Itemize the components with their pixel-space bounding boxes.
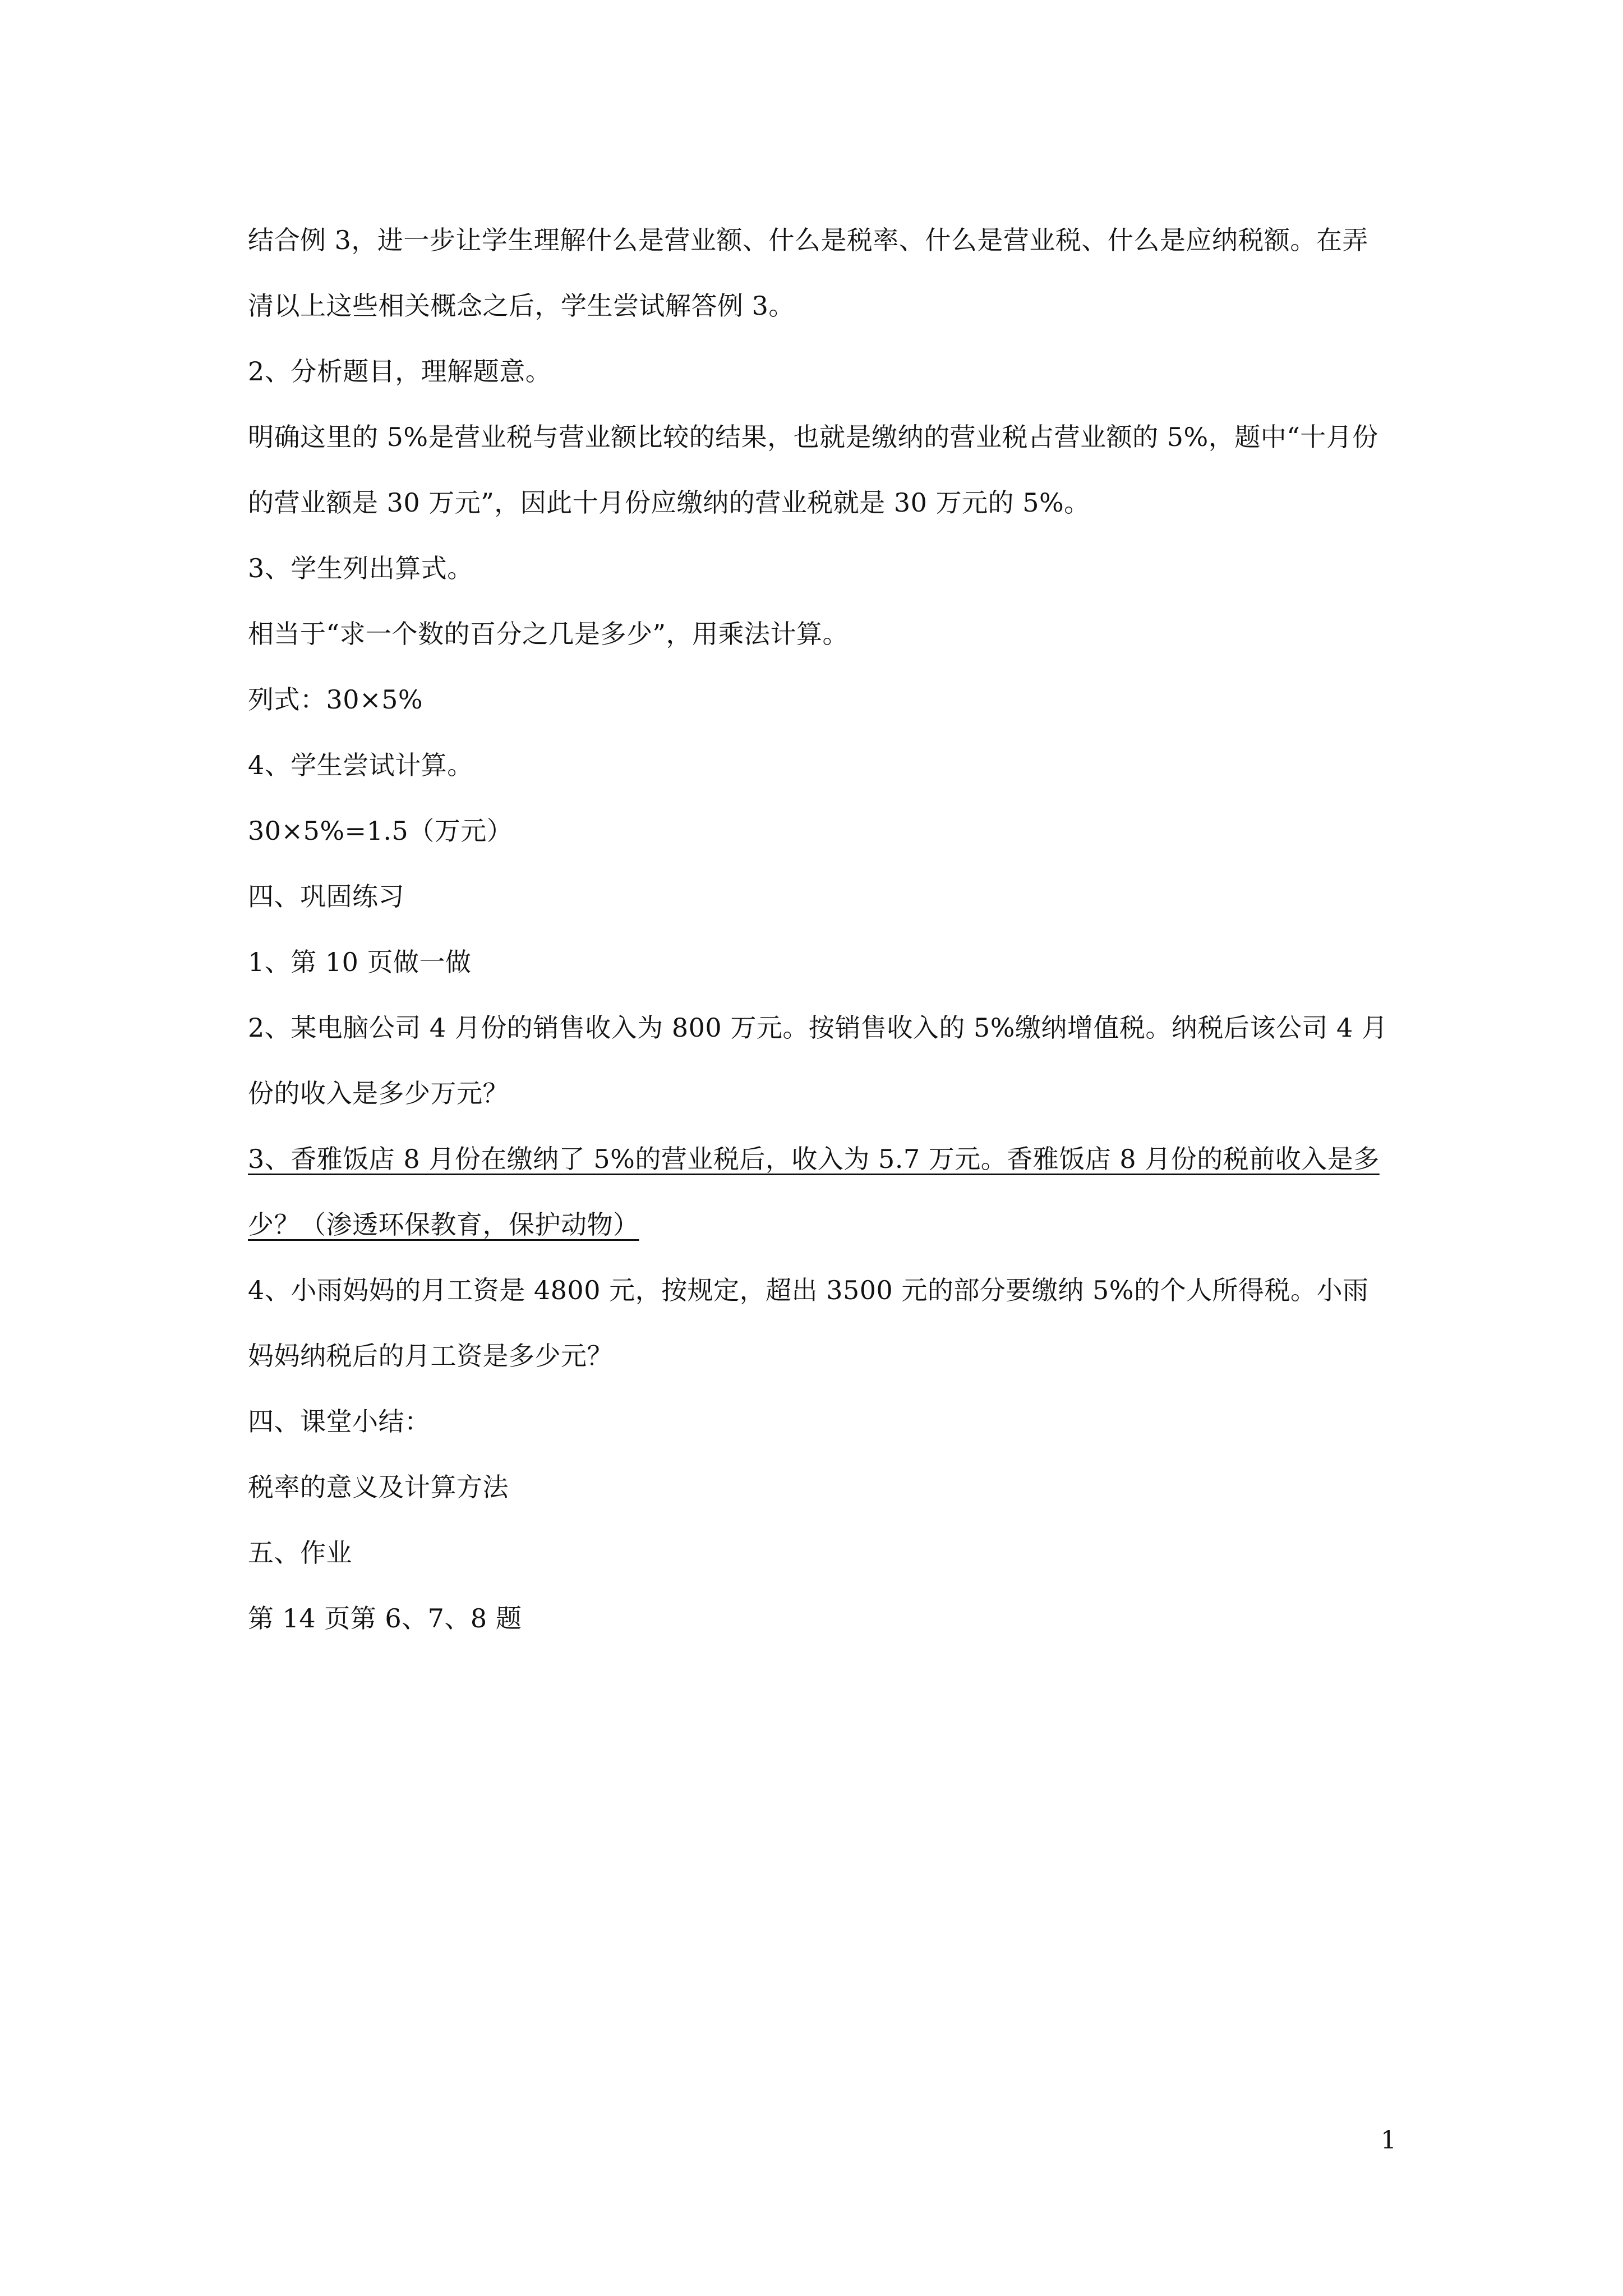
section-heading-summary: 四、课堂小结： [248,1406,431,1437]
paragraph-formula: 列式：30×5% [248,684,423,715]
exercise-3: 3、香雅饭店 8 月份在缴纳了 5%的营业税后，收入为 5.7 万元。香雅饭店 8 月份的税前收入是多少？（渗透环保教育，保护动物） [248,1144,1380,1240]
paragraph-step-4-heading: 4、学生尝试计算。 [248,750,473,780]
page-number: 1 [1381,2126,1396,2155]
document-body [248,208,1389,1651]
summary-text: 税率的意义及计算方法 [248,1472,509,1502]
exercise-4: 4、小雨妈妈的月工资是 4800 元，按规定，超出 3500 元的部分要缴纳 5%的个人所得税。小雨妈妈纳税后的月工资是多少元？ [248,1275,1369,1371]
paragraph-example-3-intro: 结合例 3，进一步让学生理解什么是营业额、什么是税率、什么是营业税、什么是应纳税额。在弄清以上这些相关概念之后，学生尝试解答例 3。 [248,225,1368,321]
paragraph-step-3-heading: 3、学生列出算式。 [248,553,473,583]
section-heading-practice: 四、巩固练习 [248,881,404,912]
exercise-1: 1、第 10 页做一做 [248,947,472,977]
paragraph-step-2-explanation: 明确这里的 5%是营业税与营业额比较的结果，也就是缴纳的营业税占营业额的 5%，题中“十月份的营业额是 30 万元”，因此十月份应缴纳的营业税就是 30 万元的 5%。 [248,422,1378,518]
paragraph-step-2-heading: 2、分析题目，理解题意。 [248,356,552,386]
homework-text: 第 14 页第 6、7、8 题 [248,1603,522,1634]
exercise-2: 2、某电脑公司 4 月份的销售收入为 800 万元。按销售收入的 5%缴纳增值税。纳税后该公司 4 月份的收入是多少万元？ [248,1013,1388,1108]
section-heading-homework: 五、作业 [248,1538,352,1568]
paragraph-calculation: 30×5%=1.5（万元） [248,816,513,846]
paragraph-step-3-explanation: 相当于“求一个数的百分之几是多少”，用乘法计算。 [248,619,849,649]
